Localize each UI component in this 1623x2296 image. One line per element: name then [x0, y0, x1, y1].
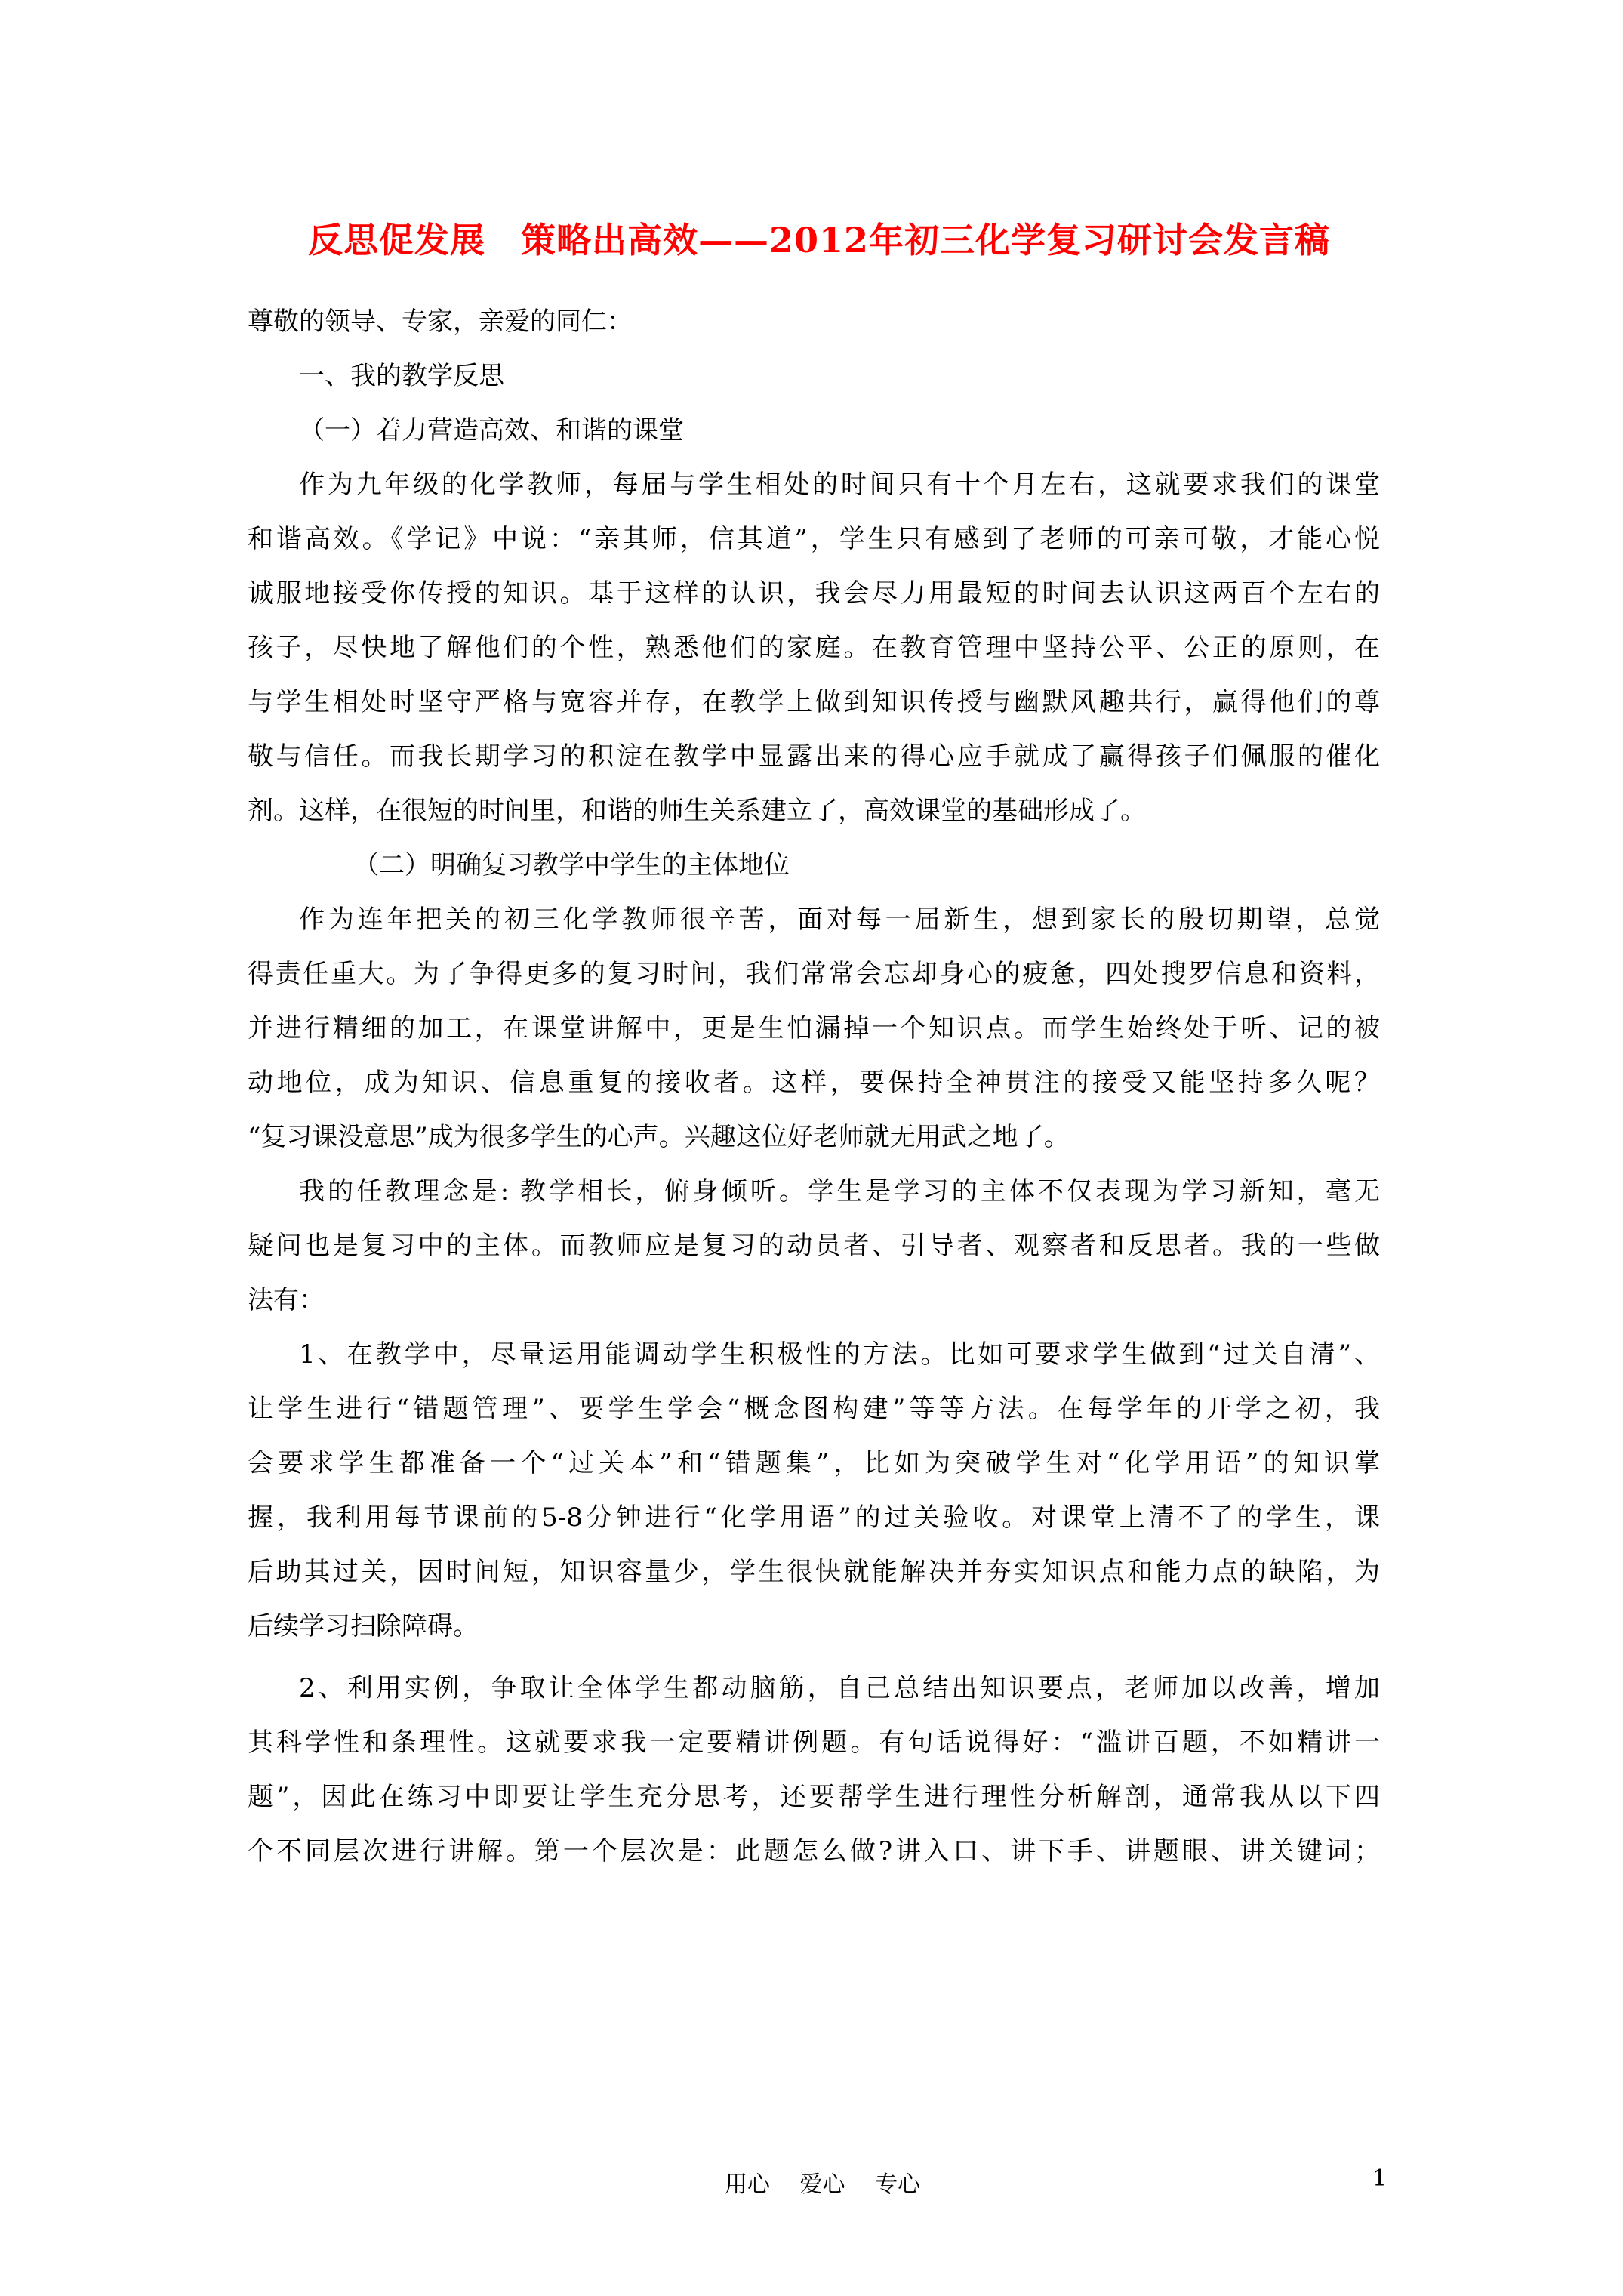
footer-motto: 用心 爱心 专心 [725, 2171, 921, 2198]
paragraph-line: 孩子，尽快地了解他们的个性，熟悉他们的家庭。在教育管理中坚持公平、公正的原则，在 [248, 633, 1380, 663]
subsection-heading: （一）着力营造高效、和谐的课堂 [299, 415, 684, 445]
paragraph-line: 与学生相处时坚守严格与宽容并存，在教学上做到知识传授与幽默风趣共行，赢得他们的尊 [248, 687, 1380, 717]
paragraph-line: 和谐高效。《学记》中说：“亲其师，信其道”，学生只有感到了老师的可亲可敬，才能心悦 [248, 524, 1380, 554]
paragraph-line: “复习课没意思”成为很多学生的心声。兴趣这位好老师就无用武之地了。 [248, 1122, 1070, 1152]
paragraph-line: 其科学性和条理性。这就要求我一定要精讲例题。有句话说得好：“滥讲百题，不如精讲一 [248, 1727, 1380, 1758]
paragraph-line: 后续学习扫除障碍。 [248, 1611, 479, 1641]
paragraph-line: 后助其过关，因时间短，知识容量少，学生很快就能解决并夯实知识点和能力点的缺陷，为 [248, 1557, 1380, 1587]
paragraph-line: 让学生进行“错题管理”、要学生学会“概念图构建”等等方法。在每学年的开学之初，我 [248, 1394, 1380, 1424]
paragraph-line: 敬与信任。而我长期学习的积淀在教学中显露出来的得心应手就成了赢得孩子们佩服的催化 [248, 741, 1380, 772]
document-title: 反思促发展 策略出高效——2012年初三化学复习研讨会发言稿 [307, 220, 1331, 260]
paragraph-line: 疑问也是复习中的主体。而教师应是复习的动员者、引导者、观察者和反思者。我的一些做 [248, 1231, 1380, 1261]
paragraph-line: 动地位，成为知识、信息重复的接收者。这样，要保持全神贯注的接受又能坚持多久呢？ [248, 1068, 1380, 1098]
paragraph-line: 作为九年级的化学教师，每届与学生相处的时间只有十个月左右，这就要求我们的课堂 [299, 470, 1380, 500]
paragraph-line: 并进行精细的加工，在课堂讲解中，更是生怕漏掉一个知识点。而学生始终处于听、记的被 [248, 1013, 1380, 1043]
paragraph-line: 诚服地接受你传授的知识。基于这样的认识，我会尽力用最短的时间去认识这两百个左右的 [248, 578, 1380, 609]
paragraph-line: 会要求学生都准备一个“过关本”和“错题集”，比如为突破学生对“化学用语”的知识掌 [248, 1448, 1380, 1478]
paragraph-line: 1、在教学中，尽量运用能调动学生积极性的方法。比如可要求学生做到“过关自清”、 [299, 1339, 1380, 1370]
paragraph-line: 个不同层次进行讲解。第一个层次是：此题怎么做?讲入口、讲下手、讲题眼、讲关键词； [248, 1836, 1380, 1866]
paragraph-gap [248, 1653, 1380, 1661]
paragraph-line: 2、利用实例，争取让全体学生都动脑筋，自己总结出知识要点，老师加以改善，增加 [299, 1673, 1380, 1703]
paragraph-line: 得责任重大。为了争得更多的复习时间，我们常常会忘却身心的疲惫，四处搜罗信息和资料， [248, 959, 1380, 989]
paragraph-line: 握，我利用每节课前的5-8分钟进行“化学用语”的过关验收。对课堂上清不了的学生，课 [248, 1502, 1380, 1533]
salutation: 尊敬的领导、专家，亲爱的同仁： [248, 307, 633, 337]
document-body [248, 294, 1380, 1878]
paragraph-line: 作为连年把关的初三化学教师很辛苦，面对每一届新生，想到家长的殷切期望，总觉 [299, 905, 1380, 935]
paragraph-line: 剂。这样，在很短的时间里，和谐的师生关系建立了，高效课堂的基础形成了。 [248, 796, 1146, 826]
section-heading: 一、我的教学反思 [299, 361, 504, 391]
paragraph-line: 题”，因此在练习中即要让学生充分思考，还要帮学生进行理性分析解剖，通常我从以下四 [248, 1782, 1380, 1812]
subsection-heading: （二）明确复习教学中学生的主体地位 [353, 850, 790, 880]
paragraph-line: 我的任教理念是: 教学相长，俯身倾听。学生是学习的主体不仅表现为学习新知，毫无 [299, 1176, 1380, 1207]
paragraph-line: 法有： [248, 1285, 325, 1315]
page-number: 1 [1372, 2165, 1387, 2192]
